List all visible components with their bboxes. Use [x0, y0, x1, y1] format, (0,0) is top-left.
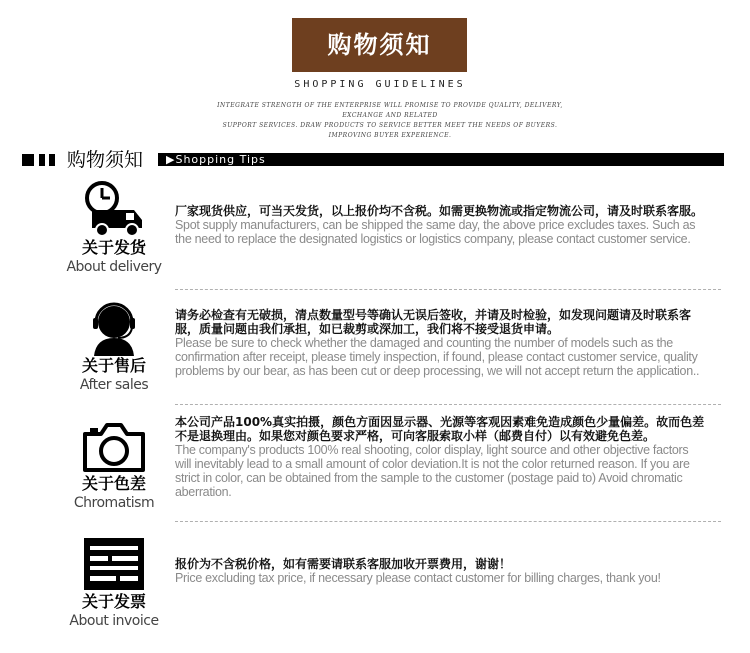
- divider: [175, 289, 721, 290]
- chromatism-text-cn: 本公司产品100%真实拍摄，颜色方面因显示器、光源等客观因素难免造成颜色少量偏差。故而色差不是退换理由。如果您对颜色要求严格，可向客服索取小样（邮费自付）以有效避免色差。: [175, 415, 705, 443]
- chromatism-text: [175, 415, 705, 499]
- after-sales-icon-group: [66, 300, 162, 394]
- after-sales-text-cn: 请务必检查有无破损，清点数量型号等确认无误后签收，并请及时检验，如发现问题请及时联系客服，质量问题由我们承担，如已裁剪或深加工，我们将不接受退货申请。: [175, 308, 692, 336]
- chromatism-label-cn: 关于色差: [81, 474, 146, 493]
- section-strip: [158, 153, 724, 166]
- bar-square-decoration: [49, 154, 55, 166]
- delivery-text: [175, 204, 705, 246]
- invoice-icon: [82, 536, 146, 592]
- invoice-text: [175, 557, 705, 585]
- delivery-label-en: About delivery: [66, 259, 162, 275]
- bar-square-decoration: [39, 154, 45, 166]
- after-sales-text-en: Please be sure to check whether the damaged and counting the number of models such as the confirmation after receipt, please timely inspection, if found, please contact customer service, quality problems by our bear, as has been cut or deep processing, we will not accept return the application..: [175, 336, 700, 378]
- after-sales-label-cn: 关于售后: [81, 356, 146, 375]
- intro-line-1: INTEGRATE STRENGTH OF THE ENTERPRISE WILL PROMISE TO PROVIDE QUALITY, DELIVERY, EXCHANGE AND RELATED: [217, 102, 563, 119]
- invoice-text-en: Price excluding tax price, if necessary please contact customer for billing charges, thank you!: [175, 571, 661, 585]
- invoice-label-cn: 关于发票: [81, 592, 146, 611]
- after-sales-text: [175, 308, 705, 378]
- invoice-label-en: About invoice: [69, 613, 159, 629]
- page-subtitle: SHOPPING GUIDELINES: [294, 79, 466, 90]
- truck-clock-icon: [82, 180, 146, 238]
- chromatism-icon-group: [66, 420, 162, 512]
- chromatism-text-en: The company's products 100% real shooting, color display, light source and other objective factors will inevitably lead to a small amount of color deviation.It is not the color returned reason. If you are strict in color, can be obtained from the sample to the customer (postage paid to) Avoid chromatic aberration.: [175, 443, 690, 499]
- intro-text: [200, 101, 580, 141]
- delivery-text-en: Spot supply manufacturers, can be shipped the same day, the above price excludes taxes. Such as the need to replace the designated logistics or logistics company, please contact customer service.: [175, 218, 696, 246]
- delivery-icon-group: [66, 180, 162, 276]
- intro-line-2: SUPPORT SERVICES. DRAW PRODUCTS TO SERVICE BETTER MEET THE NEEDS OF BUYERS. IMPROVING BUYER EXPERIENCE.: [222, 122, 558, 139]
- bar-square-decoration: [22, 154, 34, 166]
- divider: [175, 404, 721, 405]
- divider: [175, 521, 721, 522]
- delivery-label-cn: 关于发货: [81, 238, 146, 257]
- delivery-text-cn: 厂家现货供应，可当天发货，以上报价均不含税。如需更换物流或指定物流公司，请及时联系客服。: [175, 204, 704, 218]
- chromatism-label-en: Chromatism: [73, 495, 155, 511]
- section-title: 购物须知: [67, 149, 144, 171]
- section-header-bar: [22, 148, 724, 172]
- camera-icon: [81, 420, 147, 474]
- page-title: 购物须知: [292, 18, 467, 72]
- headset-person-icon: [84, 300, 144, 356]
- invoice-icon-group: [66, 536, 162, 630]
- section-subtitle: ▶Shopping Tips: [166, 153, 266, 166]
- invoice-text-cn: 报价为不含税价格，如有需要请联系客服加收开票费用，谢谢！: [175, 557, 512, 571]
- after-sales-label-en: After sales: [79, 377, 149, 393]
